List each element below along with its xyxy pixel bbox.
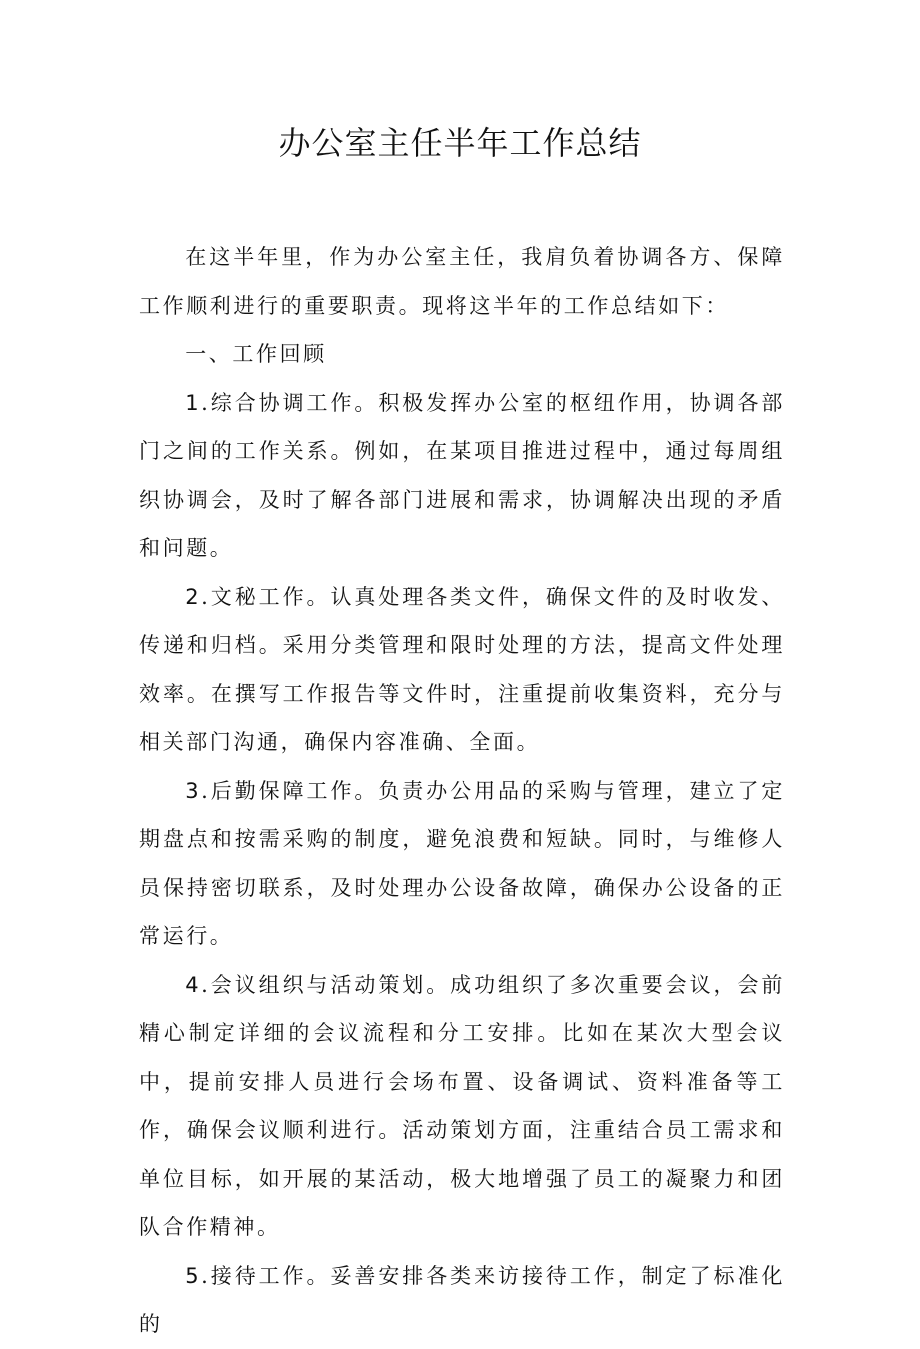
paragraph-item-3 bbox=[139, 767, 785, 961]
item-number: 5 bbox=[185, 1263, 202, 1288]
paragraph-text: .后勤保障工作。负责办公用品的采购与管理，建立了定期盘点和按需采购的制度，避免浪费和短缺。同时，与维修人员保持密切联系，及时处理办公设备故障，确保办公设备的正常运行。 bbox=[139, 778, 785, 948]
section-heading-work-review bbox=[139, 330, 785, 379]
paragraph-item-5 bbox=[139, 1252, 785, 1349]
paragraph-text: .接待工作。妥善安排各类来访接待工作，制定了标准化的 bbox=[139, 1263, 785, 1336]
paragraph-text: 一、工作回顾 bbox=[185, 342, 327, 366]
document-title: 办公室主任半年工作总结 bbox=[278, 124, 642, 162]
paragraph-text: 在这半年里，作为办公室主任，我肩负着协调各方、保障工作顺利进行的重要职责。现将这半年的工作总结如下： bbox=[139, 245, 785, 318]
paragraph-item-1 bbox=[139, 379, 785, 573]
paragraph-intro bbox=[139, 233, 785, 330]
item-number: 2 bbox=[185, 584, 202, 609]
item-number: 4 bbox=[185, 972, 202, 997]
item-number: 1 bbox=[185, 390, 202, 415]
item-number: 3 bbox=[185, 778, 202, 803]
paragraph-item-4 bbox=[139, 961, 785, 1252]
paragraph-text: .会议组织与活动策划。成功组织了多次重要会议，会前精心制定详细的会议流程和分工安排。比如在某次大型会议中，提前安排人员进行会场布置、设备调试、资料准备等工作，确保会议顺利进行。活动策划方面，注重结合员工需求和单位目标，如开展的某活动，极大地增强了员工的凝聚力和团队合作精神。 bbox=[139, 972, 785, 1239]
paragraph-item-2 bbox=[139, 573, 785, 767]
paragraph-text: .综合协调工作。积极发挥办公室的枢纽作用，协调各部门之间的工作关系。例如，在某项目推进过程中，通过每周组织协调会，及时了解各部门进展和需求，协调解决出现的矛盾和问题。 bbox=[139, 390, 785, 560]
paragraph-text: .文秘工作。认真处理各类文件，确保文件的及时收发、传递和归档。采用分类管理和限时处理的方法，提高文件处理效率。在撰写工作报告等文件时，注重提前收集资料，充分与相关部门沟通，确保内容准确、全面。 bbox=[139, 584, 785, 754]
document-body bbox=[139, 233, 785, 1349]
